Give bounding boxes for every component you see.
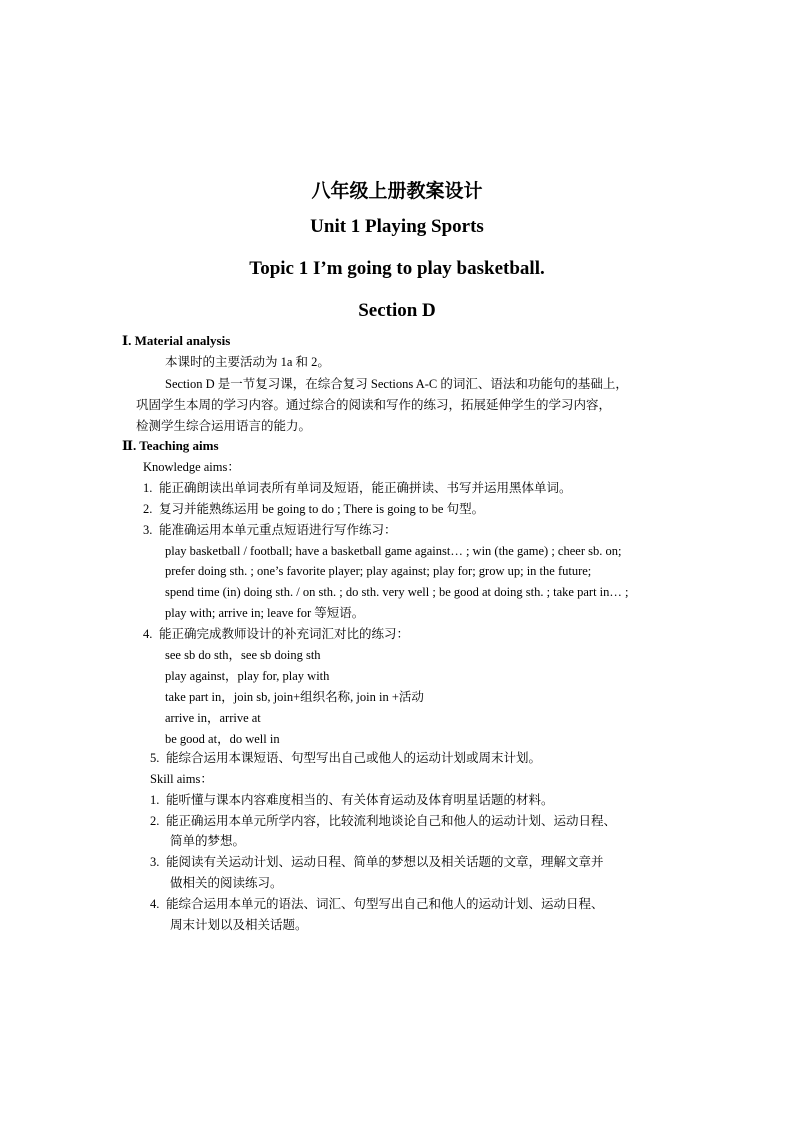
- phrase-line-4: play with; arrive in; leave for 等短语。: [165, 606, 365, 620]
- list-number: 2.: [143, 502, 153, 516]
- vocab-contrast-line-1: see sb do sth，see sb doing sth: [165, 648, 321, 662]
- document-title: 八年级上册教案设计: [311, 181, 483, 202]
- list-number: 3.: [150, 855, 160, 869]
- knowledge-aim-2: [143, 501, 484, 517]
- knowledge-aim-4: [143, 626, 409, 642]
- list-number: 3.: [143, 523, 153, 537]
- vocab-contrast-line-2: play against，play for, play with: [165, 669, 330, 683]
- list-number: 1.: [150, 793, 160, 807]
- unit-title: Unit 1 Playing Sports: [310, 216, 484, 237]
- list-item-text: 能综合运用本课短语、句型写出自己或他人的运动计划或周末计划。: [166, 751, 542, 765]
- knowledge-aim-5: [150, 750, 541, 766]
- list-number: 4.: [143, 627, 153, 641]
- knowledge-aims-label: Knowledge aims：: [143, 460, 240, 474]
- knowledge-aim-1: [143, 480, 572, 496]
- skill-aim-1: [150, 792, 554, 808]
- list-number: 4.: [150, 897, 160, 911]
- list-item-text: 能阅读有关运动计划、运动日程、简单的梦想以及相关话题的文章，理解文章并: [166, 855, 604, 869]
- section-title: Section D: [358, 300, 436, 321]
- skill-aims-label: Skill aims：: [150, 772, 213, 786]
- skill-aim-2-continued: 简单的梦想。: [170, 834, 246, 848]
- material-analysis-heading: Ⅰ. Material analysis: [122, 333, 231, 348]
- skill-aim-3-continued: 做相关的阅读练习。: [170, 876, 283, 890]
- list-item-text: 能正确完成教师设计的补充词汇对比的练习：: [159, 627, 410, 641]
- knowledge-aim-3: [143, 522, 397, 538]
- list-item-text: 能综合运用本单元的语法、词汇、句型写出自己和他人的运动计划、运动日程、: [166, 897, 604, 911]
- material-paragraph-2-line-1: Section D 是一节复习课，在综合复习 Sections A-C 的词汇、语法和功能句的基础上，: [165, 377, 628, 391]
- teaching-aims-heading: Ⅱ. Teaching aims: [122, 438, 219, 453]
- skill-aim-2: [150, 813, 616, 829]
- list-item-text: 能正确运用本单元所学内容，比较流利地谈论自己和他人的运动计划、运动日程、: [166, 814, 617, 828]
- vocab-contrast-line-4: arrive in，arrive at: [165, 711, 261, 725]
- list-item-text: 复习并能熟练运用 be going to do ; There is going to be 句型。: [159, 502, 485, 516]
- vocab-contrast-line-5: be good at，do well in: [165, 732, 280, 746]
- phrase-line-2: prefer doing sth. ; one’s favorite player; play against; play for; grow up; in the future;: [165, 564, 592, 578]
- material-paragraph-2-line-2: 巩固学生本周的学习内容。通过综合的阅读和写作的练习，拓展延伸学生的学习内容，: [136, 398, 612, 412]
- list-number: 2.: [150, 814, 160, 828]
- material-paragraph-1: 本课时的主要活动为 1a 和 2。: [165, 355, 330, 369]
- skill-aim-4: [150, 896, 604, 912]
- list-number: 1.: [143, 481, 153, 495]
- list-item-text: 能准确运用本单元重点短语进行写作练习：: [159, 523, 397, 537]
- topic-title: Topic 1 I’m going to play basketball.: [249, 258, 545, 279]
- list-number: 5.: [150, 751, 160, 765]
- list-item-text: 能听懂与课本内容难度相当的、有关体育运动及体育明星话题的材料。: [166, 793, 554, 807]
- skill-aim-4-continued: 周末计划以及相关话题。: [170, 918, 308, 932]
- list-item-text: 能正确朗读出单词表所有单词及短语，能正确拼读、书写并运用黑体单词。: [159, 481, 572, 495]
- vocab-contrast-line-3: take part in，join sb, join+组织名称, join in +活动: [165, 690, 424, 704]
- skill-aim-3: [150, 854, 604, 870]
- phrase-line-1: play basketball / football; have a basketball game against… ; win (the game) ; cheer sb. on;: [165, 544, 622, 558]
- phrase-line-3: spend time (in) doing sth. / on sth. ; do sth. very well ; be good at doing sth. ; take part in… ;: [165, 585, 629, 599]
- material-paragraph-2-line-3: 检测学生综合运用语言的能力。: [136, 419, 312, 433]
